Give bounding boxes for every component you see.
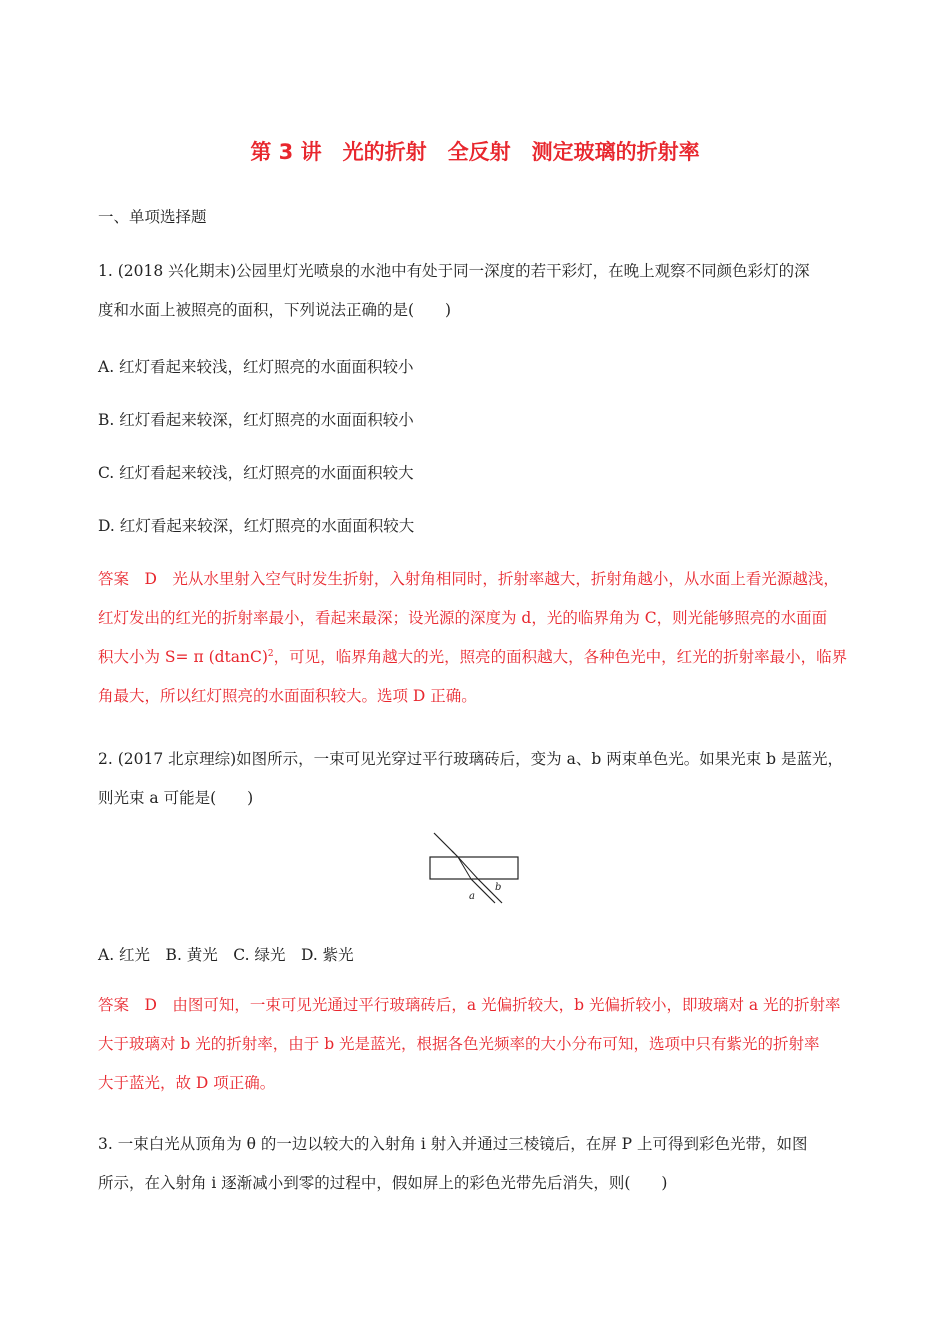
question-2-line-2: 则光束 a 可能是( ) — [98, 789, 254, 807]
question-1-line-1: 1. (2018 兴化期末)公园里灯光喷泉的水池中有处于同一深度的若干彩灯，在晚上观察不同颜色彩灯的深 — [98, 262, 810, 280]
question-2-line-1: 2. (2017 北京理综)如图所示，一束可见光穿过平行玻璃砖后，变为 a、b 两束单色光。如果光束 b 是蓝光， — [98, 750, 843, 768]
question-1-option-b: B. 红灯看起来较深，红灯照亮的水面面积较小 — [98, 411, 414, 429]
question-1-answer — [98, 560, 858, 716]
ray-label-a: a — [469, 891, 475, 902]
section-heading: 一、单项选择题 — [98, 208, 207, 226]
ray-label-b: b — [495, 882, 502, 893]
page-title: 第 3 讲 光的折射 全反射 测定玻璃的折射率 — [250, 140, 700, 164]
answer-1-line-1: 答案 D 光从水里射入空气时发生折射，入射角相同时，折射率越大，折射角越小，从水面上看光源越浅， — [98, 570, 839, 588]
glass-slab-figure — [420, 828, 530, 913]
question-2-answer — [98, 986, 858, 1103]
answer-2-line-3: 大于蓝光，故 D 项正确。 — [98, 1074, 276, 1092]
question-3-stem — [98, 1125, 858, 1203]
answer-1-line-4: 角最大，所以红灯照亮的水面面积较大。选项 D 正确。 — [98, 687, 477, 705]
question-3-line-1: 3. 一束白光从顶角为 θ 的一边以较大的入射角 i 射入并通过三棱镜后，在屏 P 上可得到彩色光带，如图 — [98, 1135, 808, 1153]
refracted-ray-b-inside — [458, 857, 478, 879]
incident-ray — [434, 833, 458, 857]
question-2-options: A. 红光 B. 黄光 C. 绿光 D. 紫光 — [98, 946, 354, 964]
answer-1-line-3 — [98, 638, 858, 677]
question-3-line-2: 所示，在入射角 i 逐渐减小到零的过程中，假如屏上的彩色光带先后消失，则( ) — [98, 1174, 668, 1192]
answer-2-line-2: 大于玻璃对 b 光的折射率，由于 b 光是蓝光，根据各色光频率的大小分布可知，选项中只有紫光的折射率 — [98, 1035, 820, 1053]
answer-1-line-3-post: ，可见，临界角越大的光，照亮的面积越大，各种色光中，红光的折射率最小，临界 — [273, 648, 848, 666]
question-1-option-d: D. 红灯看起来较深，红灯照亮的水面面积较大 — [98, 517, 415, 535]
question-2-stem — [98, 740, 858, 818]
question-1-option-c: C. 红灯看起来较浅，红灯照亮的水面面积较大 — [98, 464, 414, 482]
answer-1-exponent: 2 — [267, 648, 274, 659]
question-1-line-2: 度和水面上被照亮的面积，下列说法正确的是( ) — [98, 301, 452, 319]
incident-ray-arrow — [452, 851, 454, 853]
answer-1-line-3-pre: 积大小为 S= π (dtanC) — [98, 648, 268, 666]
refracted-ray-a-inside — [458, 857, 471, 879]
question-1-stem — [98, 252, 858, 330]
question-1-option-a: A. 红灯看起来较浅，红灯照亮的水面面积较小 — [98, 358, 414, 376]
answer-1-line-2: 红灯发出的红光的折射率最小，看起来最深；设光源的深度为 d，光的临界角为 C，则光能够照亮的水面面 — [98, 609, 828, 627]
glass-slab — [430, 857, 518, 879]
answer-2-line-1: 答案 D 由图可知，一束可见光通过平行玻璃砖后，a 光偏折较大，b 光偏折较小，即玻璃对 a 光的折射率 — [98, 996, 841, 1014]
